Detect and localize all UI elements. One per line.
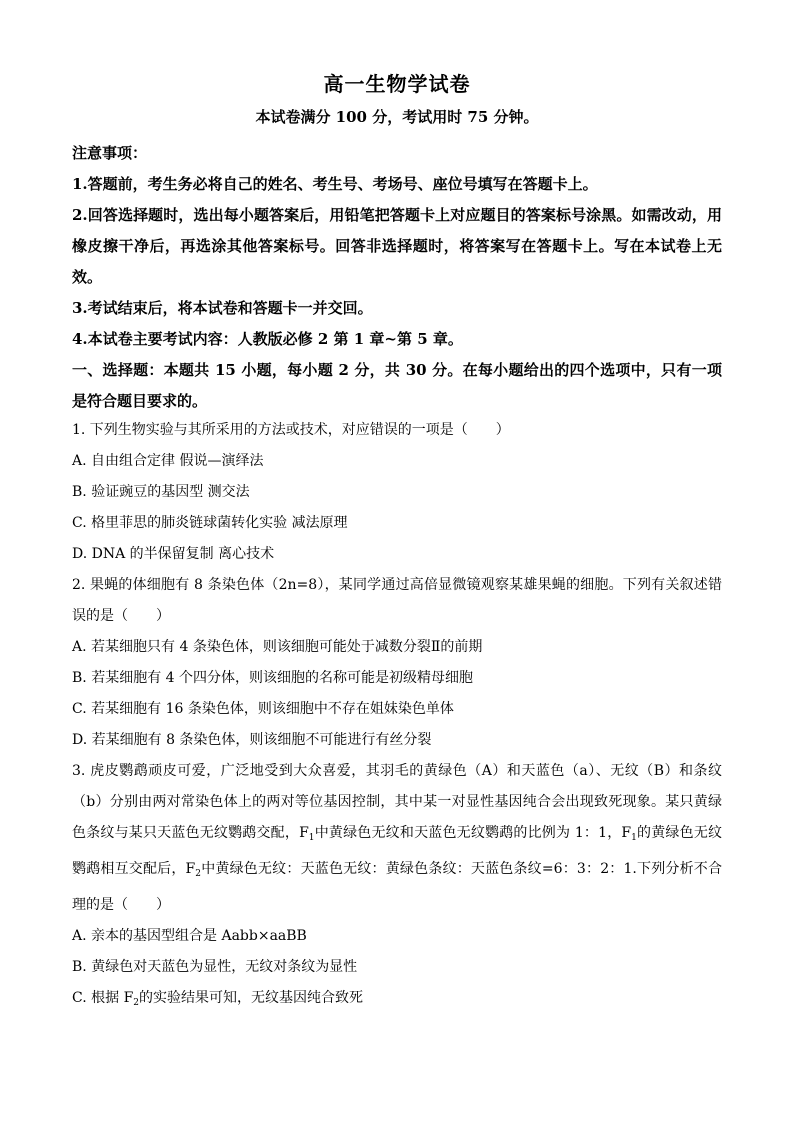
question-1-option-d: D. DNA 的半保留复制 离心技术 [72, 546, 275, 562]
question-3-option-a: A. 亲本的基因型组合是 Aabb×aaBB [72, 928, 307, 944]
notes-item-3: 3.考试结束后，将本试卷和答题卡一并交回。 [72, 299, 373, 317]
question-3-stem [72, 756, 722, 921]
question-3-stem-part-4: 中黄绿色无纹：天蓝色无纹：黄绿色条纹：天蓝色条纹=6：3：2：1.下列分析不合理的是（ ） [72, 861, 723, 913]
question-1-stem: 1. 下列生物实验与其所采用的方法或技术，对应错误的一项是（ ） [72, 422, 510, 438]
notes-item-2: 2.回答选择题时，选出每小题答案后，用铅笔把答题卡上对应题目的答案标号涂黑。如需改动，用橡皮擦干净后，再选涂其他答案标号。回答非选择题时，将答案写在答题卡上。写在本试卷上无效。 [72, 206, 722, 286]
question-3-stem-part-3: 的黄绿色无纹鹦鹉相互交配后，F [72, 825, 723, 877]
section-heading: 一、选择题：本题共 15 小题，每小题 2 分，共 30 分。在每小题给出的四个选项中，只有一项是符合题目要求的。 [72, 361, 722, 410]
question-1-option-c: C. 格里菲思的肺炎链球菌转化实验 减法原理 [72, 515, 348, 531]
subscript: 2 [195, 869, 202, 879]
question-2-option-a: A. 若某细胞只有 4 条染色体，则该细胞可能处于减数分裂Ⅱ的前期 [72, 639, 483, 655]
subscript: 1 [631, 833, 637, 843]
notes-heading: 注意事项： [72, 144, 148, 162]
question-2-option-b: B. 若某细胞有 4 个四分体，则该细胞的名称可能是初级精母细胞 [72, 670, 473, 686]
subscript: 2 [133, 998, 140, 1008]
notes-item-1: 1.答题前，考生务必将自己的姓名、考生号、考场号、座位号填写在答题卡上。 [72, 175, 598, 193]
question-3-option-c [72, 983, 722, 1019]
subscript: 1 [308, 833, 315, 843]
question-1-option-a: A. 自由组合定律 假说—演绎法 [72, 453, 264, 469]
question-3-stem-part-1: 3. 虎皮鹦鹉顽皮可爱，广泛地受到大众喜爱，其羽毛的黄绿色（A）和天蓝色（a）、无纹（B）和条纹（b）分别由两对常染色体上的两对等位基因控制，其中某一对显性基因纯合会出现致死现象。某只黄绿色条纹与某只天蓝色无纹鹦鹉交配，F [72, 763, 722, 841]
questions-list [72, 415, 722, 1019]
question-3-stem-part-2: 中黄绿色无纹和天蓝色无纹鹦鹉的比例为 1：1，F [314, 825, 632, 841]
question-1-option-b: B. 验证豌豆的基因型 测交法 [72, 484, 250, 500]
page-title: 高一生物学试卷 [323, 72, 471, 96]
question-2-option-c: C. 若某细胞有 16 条染色体，则该细胞中不存在姐妹染色单体 [72, 701, 454, 717]
exam-info: 本试卷满分 100 分，考试用时 75 分钟。 [255, 108, 539, 126]
question-2-option-d: D. 若某细胞有 8 条染色体，则该细胞不可能进行有丝分裂 [72, 732, 432, 748]
question-2-stem: 2. 果蝇的体细胞有 8 条染色体（2n=8），某同学通过高倍显微镜观察某雄果蝇的细胞。下列有关叙述错误的是（ ） [72, 577, 722, 624]
question-3-option-c-part-1: C. 根据 F [72, 990, 134, 1006]
notes-section [72, 138, 722, 417]
question-3-option-c-part-2: 的实验结果可知，无纹基因纯合致死 [139, 990, 364, 1006]
notes-item-4: 4.本试卷主要考试内容：人教版必修 2 第 1 章~第 5 章。 [72, 330, 463, 348]
question-3-option-b: B. 黄绿色对天蓝色为显性，无纹对条纹为显性 [72, 959, 358, 975]
